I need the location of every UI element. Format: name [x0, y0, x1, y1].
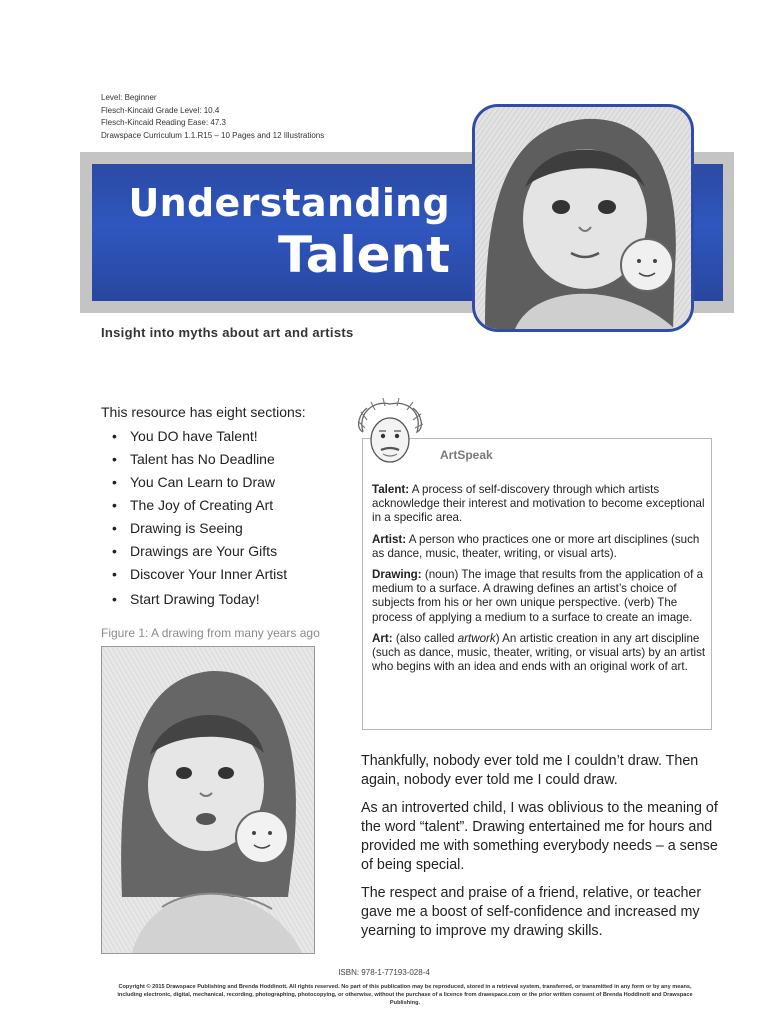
figure-drawing-image [101, 646, 315, 954]
figure-caption: Figure 1: A drawing from many years ago [101, 626, 320, 640]
grade-level-text: Flesch-Kincaid Grade Level: 10.4 [101, 105, 220, 115]
list-item: • The Joy of Creating Art [112, 497, 274, 513]
list-item: • Drawing is Seeing [112, 520, 243, 536]
bullet-icon: • [112, 520, 117, 536]
definition-drawing: Drawing: (noun) The image that results from the application of a medium to a surface. A drawing defines an artist’s choice of subjects from his or her own unique perspective. (verb) The process of applying a medium to a surface to create an image. [372, 568, 704, 624]
page-subtitle: Insight into myths about art and artists [101, 325, 354, 340]
body-text [361, 752, 721, 950]
list-item: • Discover Your Inner Artist [112, 566, 288, 582]
body-paragraph: Thankfully, nobody ever told me I couldn’t draw. Then again, nobody ever told me I could draw. [361, 753, 699, 788]
child-drawing-illustration [102, 647, 314, 953]
bullet-icon: • [112, 566, 117, 582]
sections-intro: This resource has eight sections: [101, 404, 306, 420]
list-item: • Talent has No Deadline [112, 451, 275, 467]
list-item: • You DO have Talent! [112, 428, 258, 444]
definition-art: Art: (also called artwork) An artistic creation in any art discipline (such as dance, music, theater, writing, or visual arts) by an artist who begins with an idea and ends with an original work of art. [372, 631, 706, 674]
isbn-text: ISBN: 978-1-77193-028-4 [338, 968, 430, 977]
bullet-icon: • [112, 428, 117, 444]
artspeak-title: ArtSpeak [440, 448, 493, 462]
body-paragraph: As an introverted child, I was oblivious to the meaning of the word “talent”. Drawing entertained me for hours and provided me with something everybody needs – a sense of being special. [361, 800, 718, 873]
list-item: • Start Drawing Today! [112, 587, 287, 610]
definition-artist: Artist: A person who practices one or more art disciplines (such as dance, music, theater, writing, or visual arts). [372, 532, 700, 560]
page-title-line2: Talent [278, 226, 450, 284]
bullet-icon: • [112, 497, 117, 513]
list-item: • Drawings are Your Gifts [112, 543, 278, 559]
level-text: Level: Beginner [101, 93, 157, 102]
definition-talent: Talent: A process of self-discovery through which artists acknowledge their interest and motivation to become exceptional in a specific area. [372, 483, 705, 525]
list-item: • You Can Learn to Draw [112, 474, 276, 490]
artspeak-definitions [372, 483, 706, 681]
bullet-icon: • [112, 474, 117, 490]
bullet-icon: • [112, 543, 117, 559]
bullet-icon: • [112, 451, 117, 467]
sections-list [112, 426, 287, 610]
bullet-icon: • [112, 591, 117, 607]
portrait-image [472, 104, 694, 332]
copyright-text: Copyright © 2015 Drawspace Publishing and Brenda Hoddinott. All rights reserved. No part of this publication may be reproduced, stored in a retrieval system, transferred, or transmitted in any form or by any means, including electronic, digital, mechanical, recording, photographing, photocopying, or otherwise, without the purchase of a licence from drawspace.com or the prior written consent of Brenda Hoddinott and Drawspace Publishing. [117, 984, 693, 1006]
document-meta [101, 92, 324, 142]
reading-ease-text: Flesch-Kincaid Reading Ease: 47.3 [101, 118, 226, 128]
portrait-sketch-illustration [475, 107, 691, 329]
page-title-line1: Understanding [128, 181, 450, 225]
body-paragraph: The respect and praise of a friend, relative, or teacher gave me a boost of self-confidence and increased my yearning to improve my drawing skills. [361, 885, 702, 939]
einstein-icon [355, 398, 425, 470]
curriculum-text: Drawspace Curriculum 1.1.R15 – 10 Pages and 12 Illustrations [101, 130, 325, 140]
